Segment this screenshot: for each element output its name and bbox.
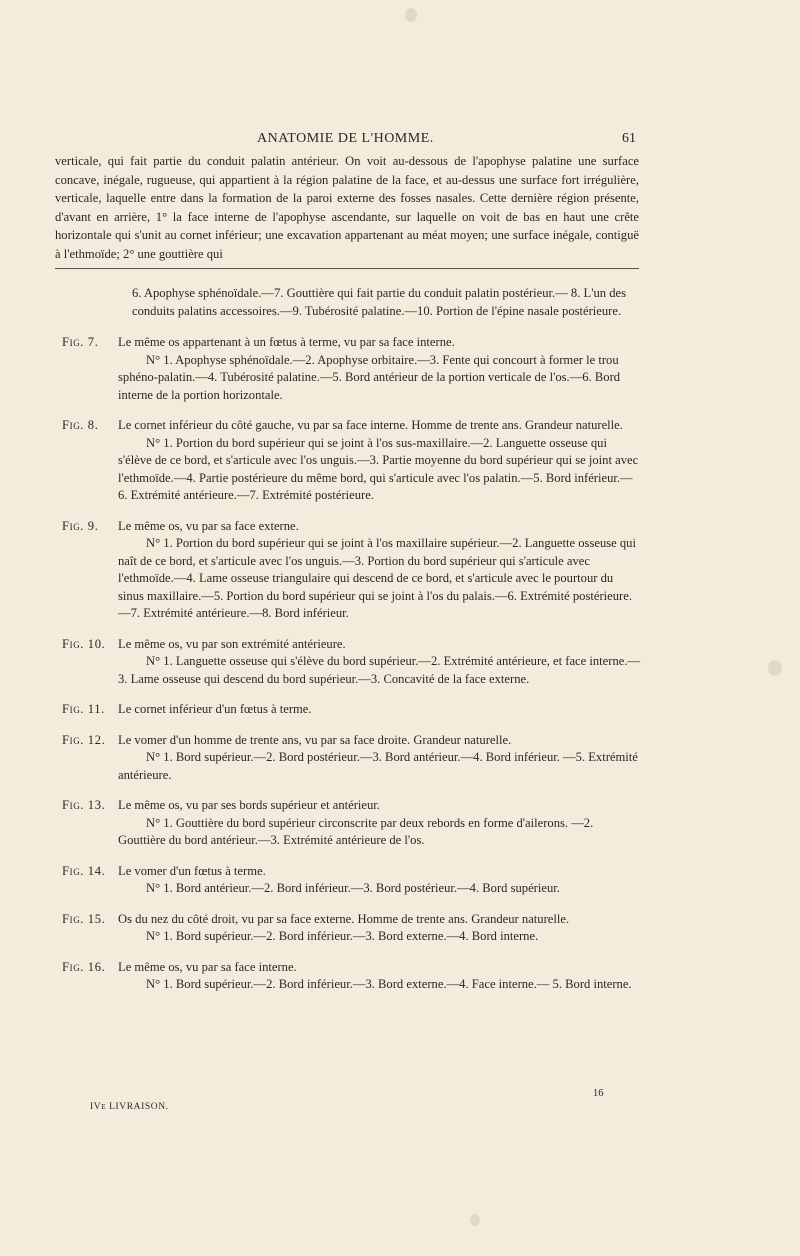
figure-caption xyxy=(62,797,642,850)
figure-detail: N° 1. Bord supérieur.—2. Bord postérieur.—3. Bord antérieur.—4. Bord inférieur. —5. Extrémité antérieure. xyxy=(118,750,638,782)
figure-title: Le vomer d'un fœtus à terme. xyxy=(118,863,266,878)
figure-label: Fig. 16. xyxy=(62,959,106,974)
figure-caption xyxy=(62,417,642,505)
figure-detail: N° 1. Bord antérieur.—2. Bord inférieur.—3. Bord postérieur.—4. Bord supérieur. xyxy=(146,881,560,895)
figure-caption xyxy=(62,334,642,404)
signature-mark: 16 xyxy=(593,1088,604,1099)
figure-caption xyxy=(62,863,642,898)
figure-label: Fig. 14. xyxy=(62,863,106,878)
main-text xyxy=(55,152,639,263)
caption-detail: 6. Apophyse sphénoïdale.—7. Gouttière qui fait partie du conduit palatin postérieur.— 8. L'un des conduits palatins accessoires.—9. Tubérosité palatine.—10. Portion de l'épine nasale postérieure. xyxy=(132,286,627,318)
figure-title: Le vomer d'un homme de trente ans, vu par sa face droite. Grandeur naturelle. xyxy=(118,732,512,747)
figure-label: Fig. 7. xyxy=(62,335,99,349)
figure-label: Fig. 8. xyxy=(62,418,99,432)
figure-label: Fig. 11. xyxy=(62,702,105,716)
figure-label: Fig. 9. xyxy=(62,518,99,533)
figure-label: Fig. 13. xyxy=(62,798,106,812)
figure-caption xyxy=(62,636,642,689)
caption-continuation xyxy=(62,285,642,320)
figure-title: Le cornet inférieur d'un fœtus à terme. xyxy=(118,702,312,716)
figure-title: Le cornet inférieur du côté gauche, vu par sa face interne. Homme de trente ans. Grandeur naturelle. xyxy=(118,418,623,432)
figure-title: Os du nez du côté droit, vu par sa face externe. Homme de trente ans. Grandeur naturelle. xyxy=(118,911,570,926)
main-paragraph: verticale, qui fait partie du conduit palatin antérieur. On voit au-dessous de l'apophyse palatine une surface concave, inégale, rugueuse, qui appartient à la région palatine de la face, et au-dessus une surface fort irrégulière, verticale, laquelle entre dans la formation de la paroi externe des fosses nasales. Cette dernière région présente, d'avant en arrière, 1° la face interne de l'apophyse ascendante, sur laquelle on voit de bas en haut une crête horizontale qui s'unit au cornet inférieur; une excavation appartenant au méat moyen; une surface inégale, contiguë à l'ethmoïde; 2° une gouttière qui xyxy=(55,154,639,261)
figure-detail: N° 1. Bord supérieur.—2. Bord inférieur.—3. Bord externe.—4. Bord interne. xyxy=(146,929,539,943)
page-header xyxy=(0,131,800,151)
figure-title: Le même os appartenant à un fœtus à terme, vu par sa face interne. xyxy=(118,335,455,349)
figure-caption xyxy=(62,959,642,994)
paper-stain xyxy=(768,660,782,676)
figure-detail: N° 1. Apophyse sphénoïdale.—2. Apophyse orbitaire.—3. Fente qui concourt à former le trou sphéno-palatin.—4. Tubérosité palatine.—5. Bord antérieur de la portion verticale de l'os.—6. Bord interne de la portion horizontale. xyxy=(118,352,621,402)
figure-label: Fig. 12. xyxy=(62,732,106,747)
paper-stain xyxy=(470,1214,480,1226)
figure-title: Le même os, vu par ses bords supérieur et antérieur. xyxy=(118,798,380,812)
figure-detail: N° 1. Portion du bord supérieur qui se joint à l'os sus-maxillaire.—2. Languette osseuse qui s'élève de ce bord, et s'articule avec l'os unguis.—3. Partie moyenne du bord supérieur qui se joint avec l'ethmoïde.—4. Partie postérieure du même bord, qui s'articule avec l'os palatin.—5. Bord inférieur.—6. Extrémité antérieure.—7. Extrémité postérieure. xyxy=(118,435,639,502)
figure-title: Le même os, vu par sa face externe. xyxy=(118,518,299,533)
paper-stain xyxy=(405,8,417,22)
figure-detail: N° 1. Gouttière du bord supérieur circonscrite par deux rebords en forme d'ailerons. —2. Gouttière du bord antérieur.—3. Extrémité antérieure de l'os. xyxy=(118,815,594,847)
figure-detail: N° 1. Bord supérieur.—2. Bord inférieur.—3. Bord externe.—4. Face interne.— 5. Bord interne. xyxy=(146,977,632,991)
figure-captions xyxy=(62,285,642,994)
figure-caption xyxy=(62,518,642,623)
figure-title: Le même os, vu par sa face interne. xyxy=(118,959,297,974)
figure-caption xyxy=(62,732,642,785)
livraison-mark: IVe LIVRAISON. xyxy=(90,1102,169,1112)
figure-detail: N° 1. Languette osseuse qui s'élève du bord supérieur.—2. Extrémité antérieure, et face interne.—3. Lame osseuse qui descend du bord supérieur.—3. Concavité de la face externe. xyxy=(118,654,641,686)
running-title: ANATOMIE DE L'HOMME. xyxy=(257,131,434,146)
figure-caption xyxy=(62,701,642,719)
page-number: 61 xyxy=(622,131,636,146)
figure-caption xyxy=(62,911,642,946)
footnote-separator xyxy=(55,268,639,269)
figure-label: Fig. 10. xyxy=(62,636,106,651)
figure-label: Fig. 15. xyxy=(62,911,106,926)
figure-title: Le même os, vu par son extrémité antérieure. xyxy=(118,636,346,651)
figure-detail: N° 1. Portion du bord supérieur qui se joint à l'os maxillaire supérieur.—2. Languette osseuse qui naît de ce bord, et s'articule avec l'os unguis.—3. Portion du bord supérieur qui s'articule avec l'ethmoïde.—4. Lame osseuse triangulaire qui descend de ce bord, et s'articule avec le pourtour du sinus maxillaire.—5. Portion du bord supérieur qui se joint à l'os du palais.—6. Extrémité postérieure.—7. Extrémité antérieure.—8. Bord inférieur. xyxy=(118,536,636,620)
